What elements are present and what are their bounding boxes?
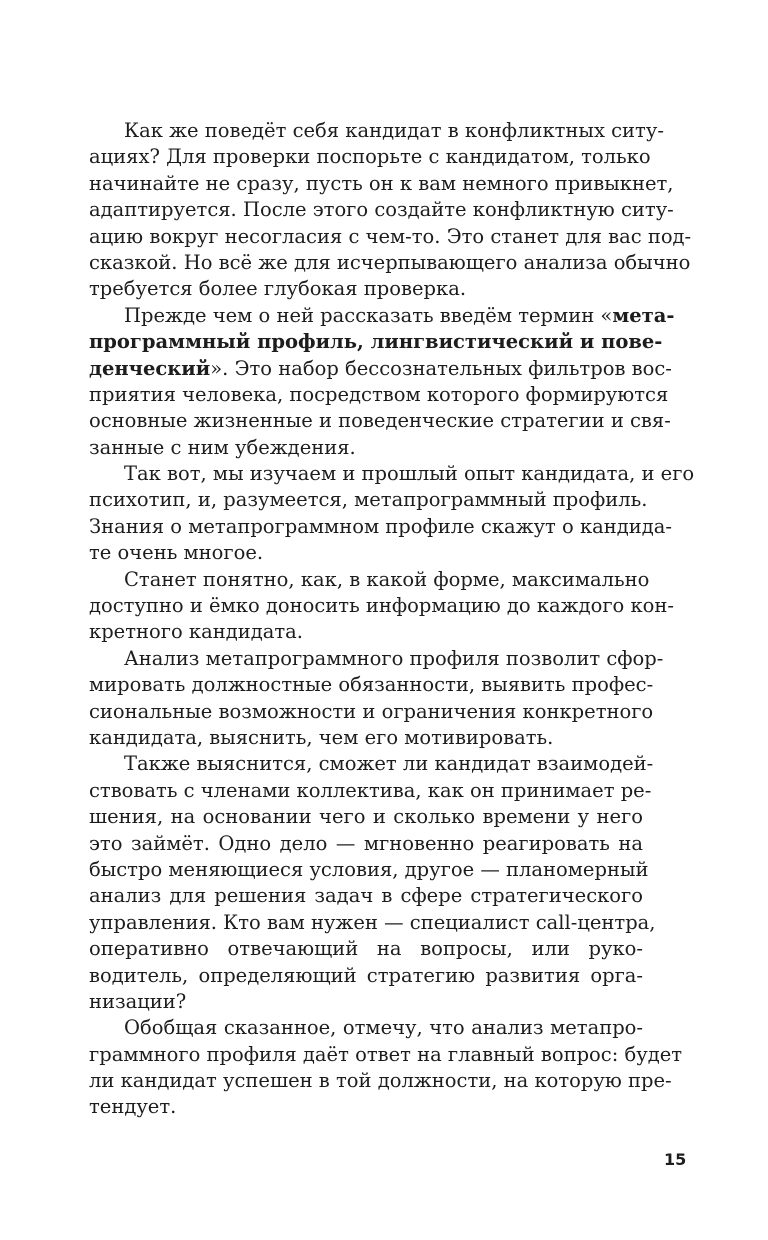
text-line: быстро меняющиеся условия, другое — планомерный — [89, 857, 649, 881]
text-line: граммного профиля даёт ответ на главный вопрос: будет — [89, 1042, 683, 1066]
text-line: управления. Кто вам нужен — специалист call-центра, — [89, 910, 656, 934]
text-line: ацию вокруг несогласия с чем-то. Это станет для вас под- — [89, 224, 692, 248]
text-line: ациях? Для проверки поспорьте с кандидатом, только — [89, 145, 651, 169]
text-line: психотип, и, разумеется, метапрограммный профиль. — [89, 488, 648, 512]
page-number: 15 — [664, 1150, 687, 1169]
term-bold: денческий — [89, 356, 211, 380]
body-text — [89, 118, 695, 1121]
text-line: анализ для решения задач в сфере стратегического — [89, 884, 643, 908]
text-line: оперативно отвечающий на вопросы, или руко- — [89, 937, 643, 961]
text-line: Станет понятно, как, в какой форме, максимально — [124, 567, 650, 591]
text-line: те очень многое. — [89, 541, 264, 565]
text-line: шения, на основании чего и сколько времени у него — [89, 805, 643, 829]
text-line: Как же поведёт себя кандидат в конфликтных ситу- — [124, 119, 664, 142]
text-line: адаптируется. После этого создайте конфликтную ситу- — [89, 198, 674, 222]
text-line: начинайте не сразу, пусть он к вам немного привыкнет, — [89, 171, 674, 195]
text-line: основные жизненные и поведенческие стратегии и свя- — [89, 409, 671, 433]
text-line: требуется более глубокая проверка. — [89, 277, 467, 301]
text-line: сказкой. Но всё же для исчерпывающего анализа обычно — [89, 250, 691, 274]
text-line: тендует. — [89, 1095, 177, 1119]
text-line: Знания о метапрограммном профиле скажут о кандида- — [89, 514, 673, 538]
text-line: Анализ метапрограммного профиля позволит сфор- — [124, 646, 664, 670]
text-line: водитель, определяющий стратегию развития орга- — [89, 963, 643, 987]
text-line: Прежде чем о ней рассказать введём термин «мета- — [124, 303, 675, 327]
text-line: это займёт. Одно дело — мгновенно реагировать на — [89, 831, 643, 855]
text-line: Также выяснится, сможет ли кандидат взаимодей- — [124, 752, 654, 776]
text-line: ствовать с членами коллектива, как он принимает ре- — [89, 778, 652, 802]
text-line: занные с ним убеждения. — [89, 435, 356, 459]
text-line: низации? — [89, 989, 187, 1013]
text-line: Обобщая сказанное, отмечу, что анализ метапро- — [124, 1016, 643, 1040]
text-line: Так вот, мы изучаем и прошлый опыт кандидата, и его — [124, 462, 695, 486]
text-line: кандидата, выяснить, чем его мотивировать. — [89, 725, 554, 749]
text-line: сиональные возможности и ограничения конкретного — [89, 699, 654, 723]
text-line: денческий». Это набор бессознательных фильтров вос- — [89, 356, 672, 380]
text-line: ли кандидат успешен в той должности, на которую пре- — [89, 1069, 672, 1093]
term-bold: мета- — [612, 303, 675, 327]
text-line: доступно и ёмко доносить информацию до каждого кон- — [89, 594, 674, 618]
text-line: приятия человека, посредством которого формируются — [89, 382, 669, 406]
text-line: кретного кандидата. — [89, 620, 303, 644]
text-line: мировать должностные обязанности, выявить профес- — [89, 673, 654, 697]
term-bold-line: программный профиль, лингвистический и пове- — [89, 330, 663, 354]
